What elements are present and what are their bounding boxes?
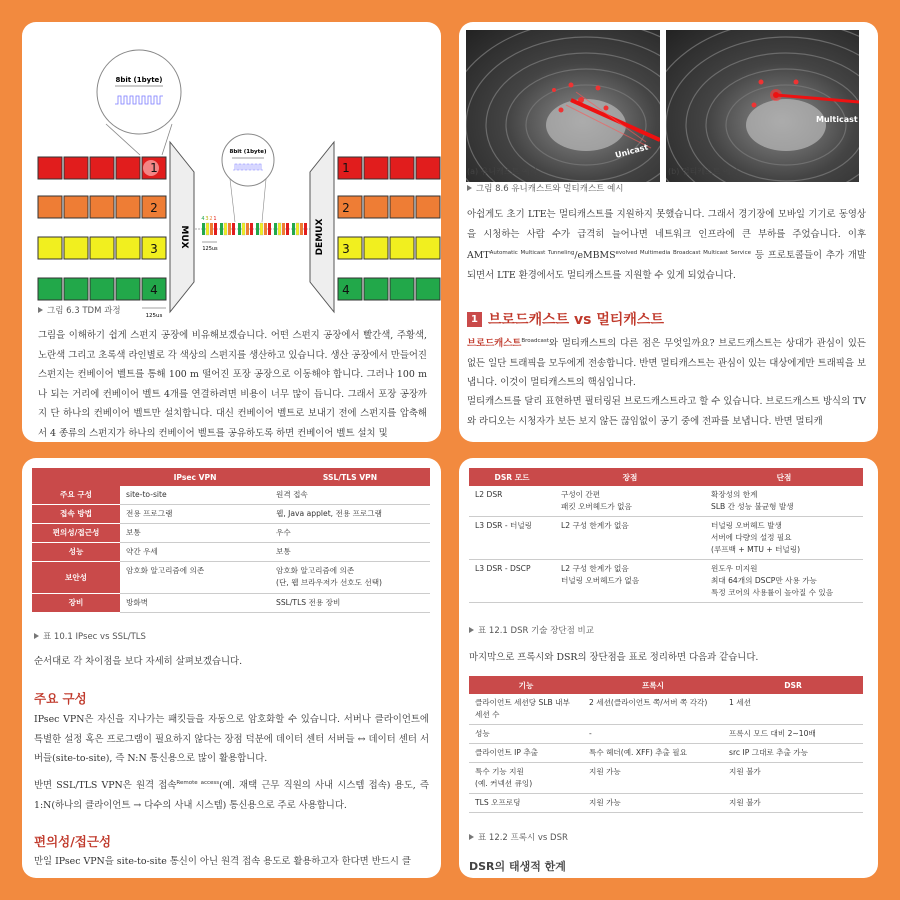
caption-arrow-icon — [469, 834, 474, 840]
para1-part-b: /eMBMS — [574, 250, 616, 261]
channel-3-out: 3 — [342, 242, 350, 256]
para1-superscript-amt: Automatic Multicast Tunneling — [489, 250, 575, 256]
slot-label-3: 3 — [205, 216, 209, 222]
channel-1-out: 1 — [342, 161, 350, 175]
row-header: 주요 구성 — [32, 486, 120, 505]
body-paragraph-2 — [34, 774, 429, 815]
body-paragraph-1: IPsec VPN은 자신을 지나가는 패킷들을 자동으로 암호화할 수 있습니다. 서버나 클라이언트에 특별한 설정 혹은 프로그램이 필요하지 않다는 장점 덕분에 데이터 센터 서버들 ↔ 데이터 센터 서버들(site-to-site), 즉 N:N 통신용으로 많이 활용합니다. — [34, 714, 429, 764]
body-paragraph-2 — [467, 332, 866, 393]
body-paragraph-3: 만일 IPsec VPN을 site-to-site 통신이 아닌 원격 접속 용도로 활용하고자 한다면 반드시 클 — [34, 856, 411, 867]
table-cell: 지원 가능 — [583, 763, 723, 794]
vpn-comparison-table — [32, 468, 430, 613]
multiplexed-stream — [195, 223, 310, 235]
caption-text: 그림 6.3 TDM 과정 — [47, 306, 121, 316]
table-cell: 특수 기능 지원 (예. 커넥션 큐잉) — [469, 763, 583, 794]
zoom-circle-large — [97, 50, 181, 134]
row-header: 성능 — [32, 543, 120, 562]
table-cell: 웹, Java applet, 전용 프로그램 — [270, 505, 430, 524]
table-cell: 원격 접속 — [270, 486, 430, 505]
card-vpn — [22, 458, 441, 878]
table-row — [469, 694, 863, 725]
table-cell: 터널링 오버헤드 발생 서버에 다량의 설정 필요 (루프백 + MTU + 터널링) — [705, 517, 863, 560]
body-paragraph-3: 멀티캐스트를 달리 표현하면 필터링된 브로드캐스트라고 할 수 있습니다. 브로드캐스트 방식의 TV와 라디오는 시청자가 보든 보지 않든 끊임없이 공기 중에 전파를 보냅니다. 반면 멀티캐 — [467, 396, 866, 427]
table-cell: 클라이언트 IP 추출 — [469, 744, 583, 763]
table-cell: L2 구성 한계가 없음 터널링 오버헤드가 없음 — [555, 560, 705, 603]
table-row — [469, 725, 863, 744]
caption-text: 표 10.1 IPsec vs SSL/TLS — [43, 632, 146, 642]
slot-label-1: 1 — [213, 216, 217, 222]
table-cell: 보통 — [270, 543, 430, 562]
bottom-heading: DSR의 태생적 한계 — [469, 860, 566, 873]
table-cell: src IP 그대로 추출 가능 — [723, 744, 863, 763]
caption-text: 표 12.2 프록시 vs DSR — [478, 833, 568, 843]
table-caption-10-1 — [34, 630, 146, 642]
table-cell: 전용 프로그램 — [120, 505, 270, 524]
table-cell: 프록시 모드 대비 2~10배 — [723, 725, 863, 744]
table-cell: 우수 — [270, 524, 430, 543]
figure-caption-8-6 — [467, 182, 624, 194]
output-row-yellow — [338, 237, 440, 259]
caption-arrow-icon — [38, 307, 43, 313]
para1-superscript-embms: evolved Multimedia Broadcast Multicast Service — [615, 250, 751, 256]
table-cell: 윈도우 미지원 최대 64개의 DSCP만 사용 가능 특정 코어의 사용률이 높아질 수 있음 — [705, 560, 863, 603]
figure-caption-6-3 — [38, 304, 121, 316]
caption-text: 표 12.1 DSR 기술 장단점 비교 — [478, 626, 594, 636]
photo-unicast — [466, 30, 660, 182]
section-title: 브로드캐스트 vs 멀티캐스트 — [488, 312, 664, 328]
table-cell: 지원 가능 — [583, 794, 723, 813]
card-dsr — [459, 458, 878, 878]
output-row-red — [338, 157, 440, 179]
table-header-row — [32, 468, 430, 486]
table-header-row — [469, 676, 863, 694]
table-row — [469, 517, 863, 560]
table-row — [32, 505, 430, 524]
input-row-green — [38, 278, 166, 300]
table-row — [469, 763, 863, 794]
table-caption-12-1 — [469, 624, 594, 636]
p2-part-b: (예. 재택 근무 직원의 사내 시스템 접속) 용도, 즉 1:N(하나의 클라이언트 → 다수의 사내 시스템) 통신용으로 주로 사용합니다. — [34, 780, 429, 811]
unicast-label: Unicast — [614, 142, 650, 160]
para1-part-a: 아쉽게도 초기 LTE는 멀티캐스트를 지원하지 못했습니다. 그래서 경기장에 모바일 기기로 동영상을 시청하는 사람 수가 급격히 늘어나면 네트워크 인프라에 큰 부하를 주었습니다. 이후 AMT — [467, 209, 866, 261]
slot-label-4: 4 — [201, 216, 205, 222]
table-cell: 특수 헤더(예. XFF) 추출 필요 — [583, 744, 723, 763]
row-header: 접속 방법 — [32, 505, 120, 524]
card-tdm — [22, 22, 441, 442]
table-row — [32, 594, 430, 613]
table-header-cell: 단점 — [705, 468, 863, 486]
input-row-yellow — [38, 237, 166, 259]
table-cell: L2 구성 한계가 없음 — [555, 517, 705, 560]
table-header-row — [469, 468, 863, 486]
table-header-cell: IPsec VPN — [120, 468, 270, 486]
table-row — [32, 562, 430, 594]
stadium-unicast-graphic — [466, 30, 660, 182]
table-header-cell: SSL/TLS VPN — [270, 468, 430, 486]
stadium-multicast-graphic — [666, 30, 859, 182]
section-number-badge: 1 — [467, 312, 482, 327]
broadcast-superscript: Broadcast — [521, 338, 549, 344]
body-paragraph: 그림을 이해하기 쉽게 스펀지 공장에 비유해보겠습니다. 어떤 스펀지 공장에서 빨간색, 주황색, 노란색 그리고 초록색 라인별로 각 색상의 스펀지를 생산하고 있습니다. 생산 공장에서 만들어진 스펀지는 컨베이어 벨트를 통해 100 m 떨어진 포장 공장으로 이동해야 합니다. 그러나 100 m나 되는 거리에 컨베이어 벨트 4개를 연결하려면 비용이 너무 많이 듭니다. 그래서 포장 공장까지 단 하나의 컨베이어 벨트만 설치합니다. 대신 컨베이어 벨트로 보내기 전에 스펀지를 압축해서 4 종류의 스펀지가 하나의 컨베이어 벨트를 공유하도록 하면 컨베이어 벨트 설치 및 — [38, 330, 427, 438]
table-cell: - — [583, 725, 723, 744]
row-header: 보안성 — [32, 562, 120, 594]
body-paragraph-1 — [467, 205, 866, 285]
table-row — [32, 524, 430, 543]
channel-3-in: 3 — [150, 242, 158, 256]
heading-usability: 편의성/접근성 — [34, 834, 112, 849]
output-row-orange — [338, 196, 440, 218]
channel-1-in: 1 — [150, 161, 158, 175]
table-cell: 방화벽 — [120, 594, 270, 613]
table-cell: 1 세션 — [723, 694, 863, 725]
table-row — [469, 560, 863, 603]
table-cell: TLS 오프로딩 — [469, 794, 583, 813]
dsr-pros-cons-table — [469, 468, 863, 603]
time-label-mid: 125us — [202, 246, 218, 252]
table-cell: 구성이 간편 패킷 오버헤드가 없음 — [555, 486, 705, 517]
table-cell: 암호화 알고리즘에 의존 (단, 웹 브라우저가 선호도 선택) — [270, 562, 430, 594]
table-cell: 성능 — [469, 725, 583, 744]
table-cell: 지원 불가 — [723, 763, 863, 794]
demux-label: DEMUX — [315, 218, 325, 256]
tdm-diagram — [22, 22, 441, 322]
table-cell: 보통 — [120, 524, 270, 543]
multicast-label: Multicast — [816, 115, 858, 124]
table-cell: 암호화 알고리즘에 의존 — [120, 562, 270, 594]
slot-label-2: 2 — [209, 216, 213, 222]
channel-2-in: 2 — [150, 201, 158, 215]
table-header-cell — [32, 468, 120, 486]
table-cell: 약간 우세 — [120, 543, 270, 562]
table-cell: site-to-site — [120, 486, 270, 505]
channel-4-out: 4 — [342, 283, 350, 297]
table-header-cell: DSR — [723, 676, 863, 694]
caption-text: 그림 8.6 유니캐스트와 멀티캐스트 예시 — [476, 184, 624, 194]
subcaption-b: (b) 멀티캐스트 예시 — [668, 167, 739, 176]
table-header-cell: 기능 — [469, 676, 583, 694]
table-caption-12-2 — [469, 831, 568, 843]
table-row — [469, 794, 863, 813]
card-multicast — [459, 22, 878, 442]
table-row — [469, 486, 863, 517]
time-label-bottom: 125us — [145, 313, 163, 319]
mux-label: MUX — [179, 225, 189, 249]
channel-4-in: 4 — [150, 283, 158, 297]
intro-paragraph: 순서대로 각 차이점을 보다 자세히 살펴보겠습니다. — [34, 656, 243, 667]
heading-main-config: 주요 구성 — [34, 691, 87, 706]
table-cell: 클라이언트 세션당 SLB 내부 세션 수 — [469, 694, 583, 725]
table-cell: 확장성의 한계 SLB 간 성능 불균형 발생 — [705, 486, 863, 517]
channel-2-out: 2 — [342, 201, 350, 215]
table-cell: L3 DSR - DSCP — [469, 560, 555, 603]
table-cell: L2 DSR — [469, 486, 555, 517]
broadcast-term: 브로드캐스트 — [467, 338, 522, 349]
proxy-vs-dsr-table — [469, 676, 863, 813]
para1-part-c: 등 프로토콜들이 추가 개발되면서 LTE 환경에서도 멀티캐스트를 지원할 수 있게 되었습니다. — [467, 250, 866, 281]
table-cell: L3 DSR - 터널링 — [469, 517, 555, 560]
table-row — [32, 543, 430, 562]
input-row-orange — [38, 196, 166, 218]
table-header-cell: 장점 — [555, 468, 705, 486]
section-heading — [467, 309, 664, 329]
table-row — [32, 486, 430, 505]
table-header-cell: DSR 모드 — [469, 468, 555, 486]
zoom-label-large: 8bit (1byte) — [115, 76, 163, 84]
zoom-label-small: 8bit (1byte) — [229, 149, 267, 155]
caption-arrow-icon — [467, 185, 472, 191]
table-cell: 2 세션(클라이언트 쪽/서버 쪽 각각) — [583, 694, 723, 725]
table-cell: 지원 불가 — [723, 794, 863, 813]
output-row-green — [338, 278, 440, 300]
row-header: 장비 — [32, 594, 120, 613]
table-cell: SSL/TLS 전용 장비 — [270, 594, 430, 613]
caption-arrow-icon — [469, 627, 474, 633]
caption-arrow-icon — [34, 633, 39, 639]
photo-multicast — [666, 30, 859, 182]
para2-rest: 와 멀티캐스트의 다른 점은 무엇일까요? 브로드캐스트는 상대가 관심이 있든 없든 일단 트래픽을 모두에게 전송합니다. 반면 멀티캐스트는 관심이 있는 대상에게만 트래픽을 보냅니다. 이것이 멀티캐스트의 핵심입니다. — [467, 338, 866, 388]
table-header-cell: 프록시 — [583, 676, 723, 694]
middle-paragraph: 마지막으로 프록시와 DSR의 장단점을 표로 정리하면 다음과 같습니다. — [469, 652, 759, 663]
table-row — [469, 744, 863, 763]
zoom-circle-small — [222, 134, 274, 186]
remote-access-superscript: Remote access — [176, 780, 220, 786]
subcaption-a: (a) 유니캐스트 예시 — [467, 167, 538, 176]
input-row-red — [38, 157, 166, 179]
row-header: 편의성/접근성 — [32, 524, 120, 543]
p2-part-a: 반면 SSL/TLS VPN은 원격 접속 — [34, 780, 177, 791]
